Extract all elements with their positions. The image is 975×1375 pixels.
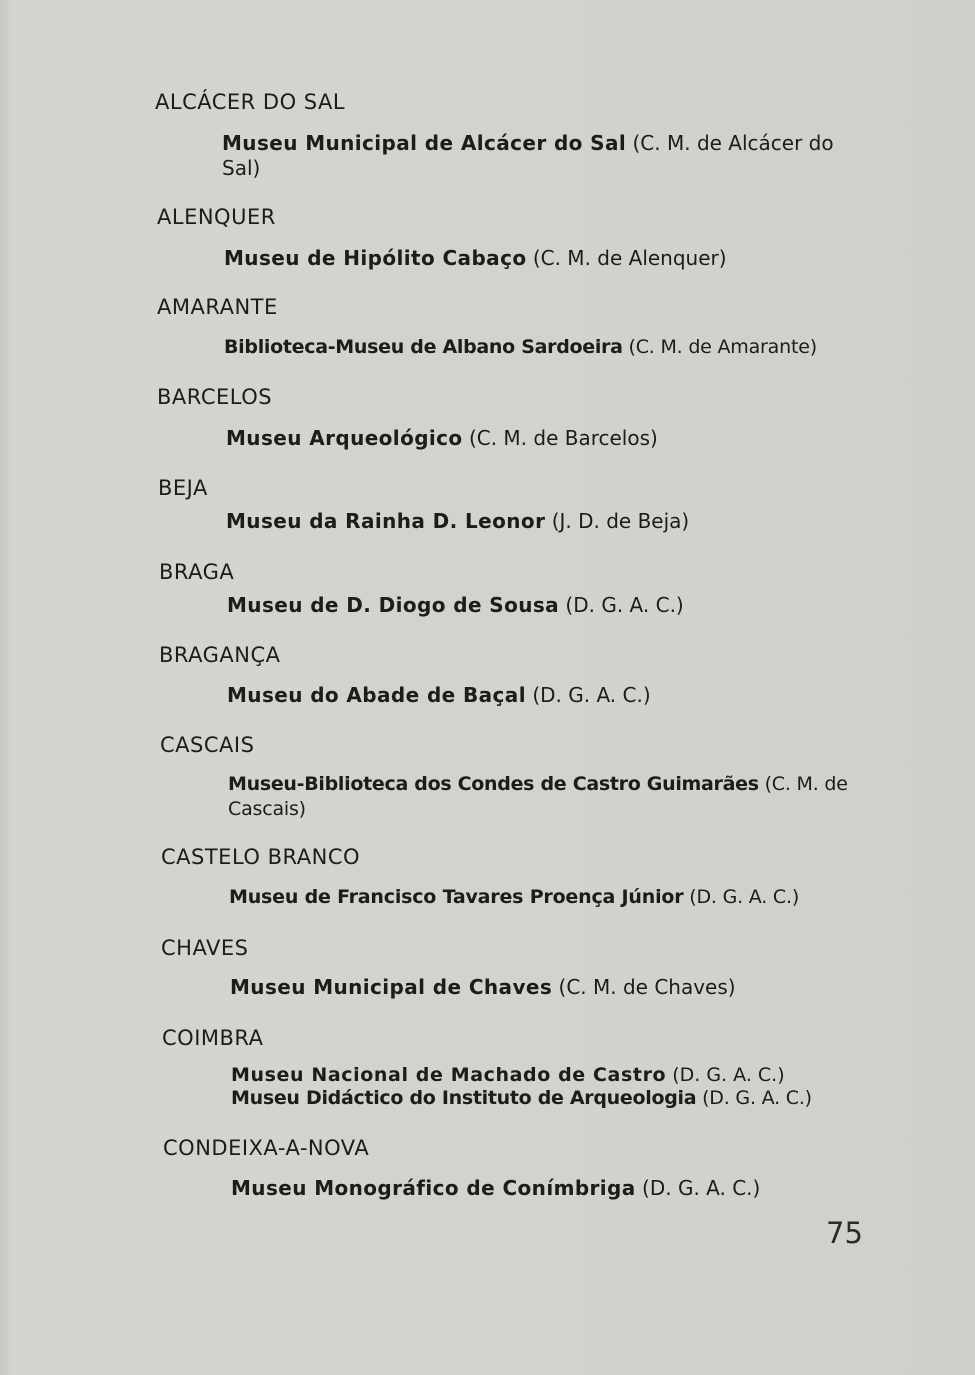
museum-name: Museu Didáctico do Instituto de Arqueologia: [231, 1087, 697, 1109]
museum-entry: [224, 246, 727, 271]
museum-name: Museu de D. Diogo de Sousa: [227, 593, 560, 617]
museum-entry: [231, 1086, 812, 1111]
museum-entry: [224, 335, 817, 360]
museum-name: Museu do Abade de Baçal: [227, 683, 526, 707]
museum-name: Biblioteca-Museu de Albano Sardoeira: [224, 336, 623, 358]
museum-entry: [226, 509, 689, 534]
museum-entry: [228, 772, 868, 822]
museum-owner: (D. G. A. C.): [672, 1064, 785, 1086]
museum-entry: [231, 1063, 785, 1088]
museum-owner: (D. G. A. C.): [565, 593, 684, 617]
town-heading: BARCELOS: [157, 385, 273, 409]
museum-owner: (D. G. A. C.): [689, 886, 800, 908]
town-heading: ALCÁCER DO SAL: [155, 90, 346, 114]
museum-entry: [226, 426, 658, 451]
museum-name: Museu Municipal de Alcácer do Sal: [222, 131, 627, 155]
town-heading: COIMBRA: [162, 1026, 264, 1050]
museum-entry: [229, 885, 799, 910]
town-heading: AMARANTE: [157, 295, 278, 319]
museum-entry: [227, 593, 684, 618]
museum-name: Museu Arqueológico: [226, 426, 463, 450]
museum-entry: [222, 131, 862, 181]
town-heading: CASTELO BRANCO: [161, 845, 361, 869]
museum-owner: (C. M. de Barcelos): [468, 426, 658, 450]
museum-owner: (D. G. A. C.): [642, 1176, 761, 1200]
museum-entry: [231, 1176, 760, 1201]
museum-owner: (C. M. de Chaves): [558, 975, 736, 999]
museum-entry: [227, 683, 651, 708]
museum-owner: (C. M. de Amarante): [628, 336, 817, 358]
museum-owner: (C. M. de Alenquer): [532, 246, 727, 270]
museum-owner: (D. G. A. C.): [532, 683, 651, 707]
town-heading: CONDEIXA-A-NOVA: [163, 1136, 370, 1160]
museum-name: Museu Nacional de Machado de Castro: [231, 1064, 667, 1086]
page-number: 75: [826, 1216, 863, 1250]
museum-name: Museu Monográfico de Conímbriga: [231, 1176, 636, 1200]
town-heading: BEJA: [158, 476, 208, 500]
museum-name: Museu Municipal de Chaves: [230, 975, 553, 999]
museum-name: Museu da Rainha D. Leonor: [226, 509, 546, 533]
museum-name: Museu de Hipólito Cabaço: [224, 246, 527, 270]
town-heading: ALENQUER: [157, 205, 276, 229]
museum-owner: (D. G. A. C.): [702, 1087, 812, 1109]
town-heading: BRAGA: [159, 560, 235, 584]
museum-entry: [230, 975, 736, 1000]
museum-name: Museu-Biblioteca dos Condes de Castro Guimarães: [228, 773, 759, 795]
town-heading: CASCAIS: [160, 733, 255, 757]
museum-owner: (C. M. de Alcácer do Sal): [222, 131, 834, 180]
town-heading: CHAVES: [161, 936, 249, 960]
museum-name: Museu de Francisco Tavares Proença Júnior: [229, 886, 684, 908]
museum-owner: (J. D. de Beja): [551, 509, 690, 533]
museum-owner: (C. M. de Cascais): [228, 773, 848, 820]
town-heading: BRAGANÇA: [159, 643, 281, 667]
